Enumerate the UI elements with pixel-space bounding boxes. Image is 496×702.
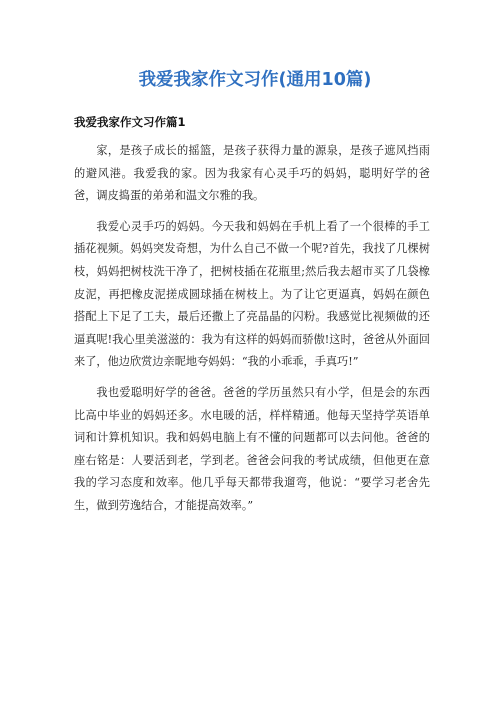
document-title: 我爱我家作文习作(通用10篇) [138,70,372,90]
paragraph-father: 我也爱聪明好学的爸爸。爸爸的学历虽然只有小学，但是会的东西比高中毕业的妈妈还多。水电暖的活，样样精通。他每天坚持学英语单词和计算机知识。我和妈妈电脑上有不懂的问题都可以去问他。爸爸的座右铭是：人要活到老，学到老。爸爸会问我的考试成绩，但他更在意我的学习态度和效率。他几乎每天都带我遛弯，他说：“要学习老舍先生，做到劳逸结合，才能提高效率。” [74,385,430,512]
paragraph-intro: 家，是孩子成长的摇篮，是孩子获得力量的源泉，是孩子遮风挡雨的避风港。我爱我的家。因为我家有心灵手巧的妈妈，聪明好学的爸爸，调皮捣蛋的弟弟和温文尔雅的我。 [74,144,430,203]
section-heading: 我爱我家作文习作篇1 [74,115,186,129]
essay-section [74,114,430,518]
paragraph-mother: 我爱心灵手巧的妈妈。今天我和妈妈在手机上看了一个很棒的手工插花视频。妈妈突发奇想，为什么自己不做一个呢?首先，我找了几棵树枝，妈妈把树枝洗干净了，把树枝插在花瓶里;然后我去超市买了几袋橡皮泥，再把橡皮泥搓成圆球插在树枝上。为了让它更逼真，妈妈在颜色搭配上下足了工夫，最后还撒上了亮晶晶的闪粉。我感觉比视频做的还逼真呢!我心里美滋滋的：我为有这样的妈妈而骄傲!这时，爸爸从外面回来了，他边欣赏边亲昵地夸妈妈：“我的小乖乖，手真巧!” [74,219,430,369]
